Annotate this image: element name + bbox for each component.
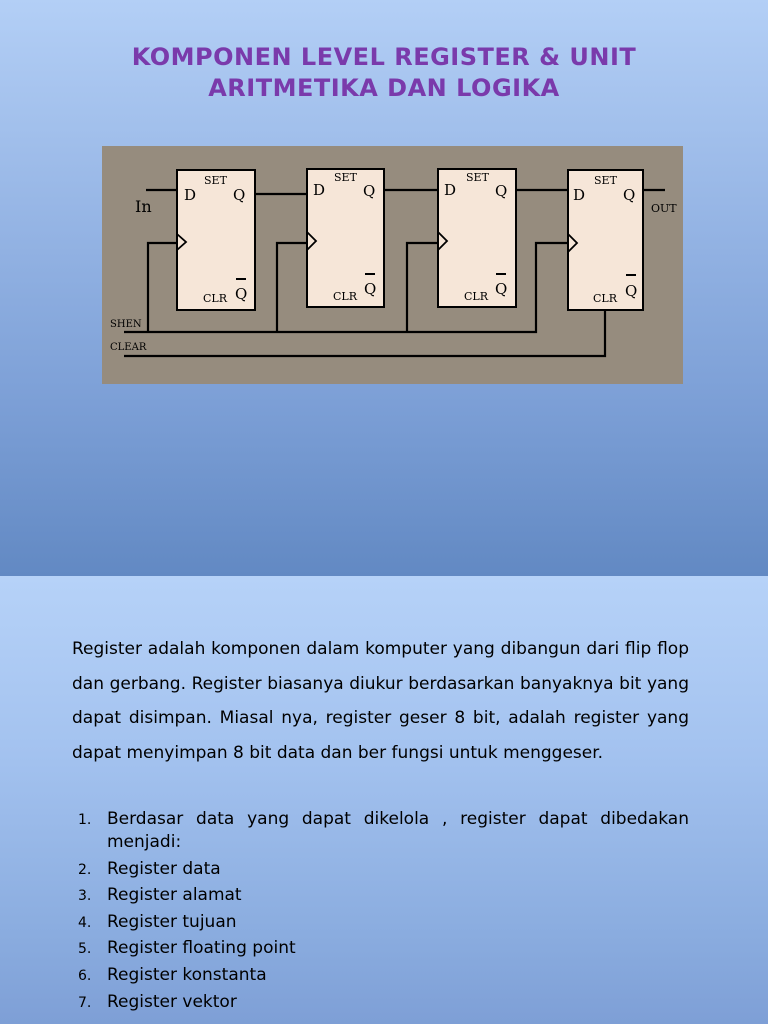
ff-d-label: D xyxy=(444,181,457,199)
list-text: Register data xyxy=(107,858,221,879)
ff-set-label: SET xyxy=(594,174,617,187)
list-item xyxy=(72,808,689,854)
list-item xyxy=(72,964,689,987)
shift-register-diagram xyxy=(102,146,683,384)
list-text: Register alamat xyxy=(107,885,242,906)
clear-label: CLEAR xyxy=(110,342,147,353)
list-text: Register tujuan xyxy=(107,911,237,932)
list-number: 5. xyxy=(78,941,92,958)
flipflop-4 xyxy=(568,170,643,310)
ff-qbar-label: Q xyxy=(495,280,508,298)
flipflop-3 xyxy=(438,169,516,307)
output-label: OUT xyxy=(651,202,677,215)
list-number: 3. xyxy=(78,888,92,905)
list-number: 6. xyxy=(78,967,92,984)
list-number: 1. xyxy=(78,812,92,828)
list-number: 2. xyxy=(78,861,92,878)
register-paragraph: Register adalah komponen dalam komputer yang dibangun dari flip flop dan gerbang. Register biasanya diukur berdasarkan banyaknya bit yang dapat disimpan. Miasal nya, register geser 8 bit, adalah register yang dapat menyimpan 8 bit data dan ber fungsi untuk menggeser. xyxy=(72,639,689,763)
ff-d-label: D xyxy=(573,186,586,204)
ff-d-label: D xyxy=(313,181,326,199)
list-item xyxy=(72,991,689,1014)
list-number: 7. xyxy=(78,994,92,1011)
ff-qbar-label: Q xyxy=(364,280,377,298)
ff-clr-label: CLR xyxy=(203,292,228,305)
ff-set-label: SET xyxy=(334,171,357,184)
list-item xyxy=(72,884,689,907)
slide-title xyxy=(0,42,768,104)
list-item xyxy=(72,858,689,881)
ff-q-label: Q xyxy=(363,182,376,200)
ff-q-label: Q xyxy=(233,186,246,204)
list-text: Register konstanta xyxy=(107,964,267,985)
list-number: 4. xyxy=(78,914,92,931)
diagram-svg xyxy=(102,146,683,384)
title-line-1: KOMPONEN LEVEL REGISTER & UNIT xyxy=(131,43,637,71)
ff-q-label: Q xyxy=(495,182,508,200)
ff-clr-label: CLR xyxy=(333,290,358,303)
ff-clr-label: CLR xyxy=(464,290,489,303)
ff-qbar-label: Q xyxy=(625,282,638,300)
ff-d-label: D xyxy=(184,186,197,204)
list-item xyxy=(72,911,689,934)
list-text: Register vektor xyxy=(107,991,237,1012)
flipflop-2 xyxy=(307,169,384,307)
list-item xyxy=(72,937,689,960)
ff-clr-label: CLR xyxy=(593,292,618,305)
list-text: Register floating point xyxy=(107,938,296,959)
title-line-2: ARITMETIKA DAN LOGIKA xyxy=(208,74,560,102)
shen-label: SHEN xyxy=(110,319,142,330)
slide-2 xyxy=(0,576,768,1024)
ff-q-label: Q xyxy=(623,186,636,204)
ff-set-label: SET xyxy=(204,174,227,187)
flipflop-1 xyxy=(177,170,255,310)
list-text: Berdasar data yang dapat dikelola , register dapat dibedakan menjadi: xyxy=(107,809,689,852)
input-label: In xyxy=(135,197,152,216)
ff-set-label: SET xyxy=(466,171,489,184)
ff-qbar-label: Q xyxy=(235,285,248,303)
register-type-list xyxy=(72,808,689,1017)
